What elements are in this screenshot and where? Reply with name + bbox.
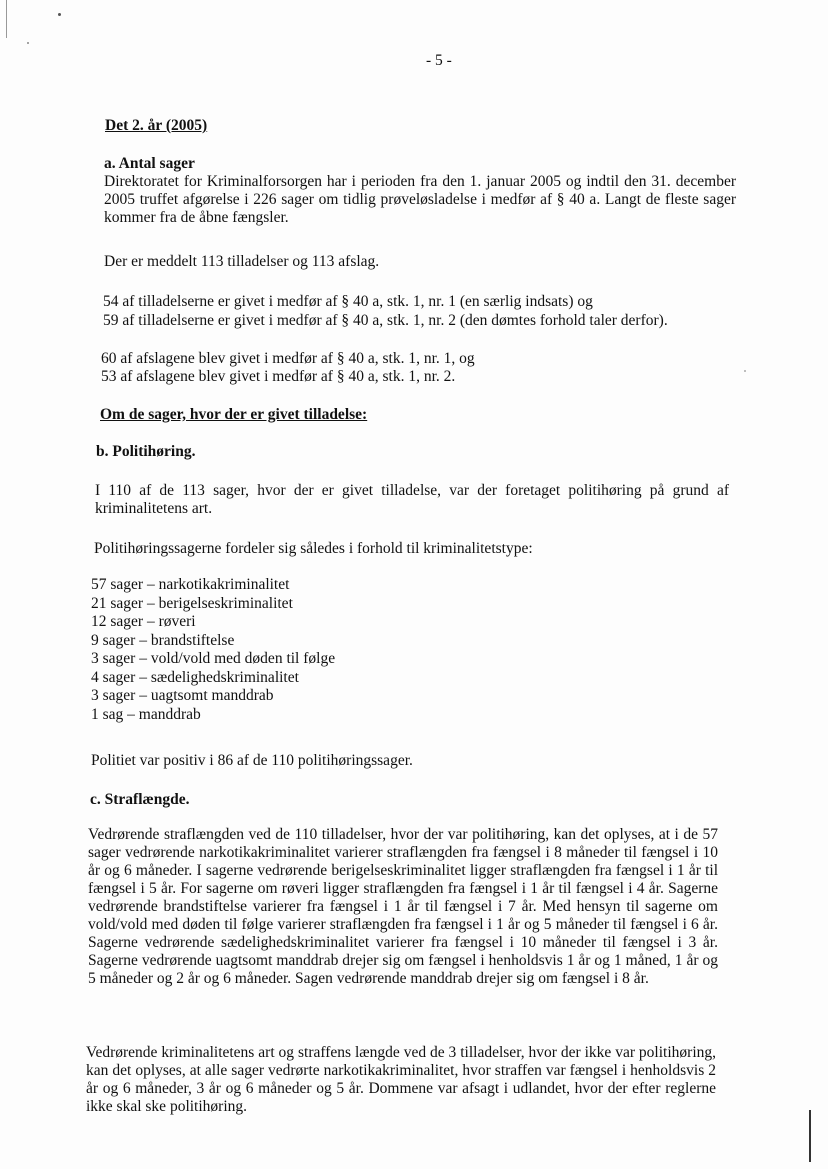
list-item: 21 sager – berigelseskriminalitet [91, 594, 293, 612]
page-number: - 5 - [426, 52, 452, 69]
afslag-line-1: 60 af afslagene blev givet i medfør af § 40 a, stk. 1, nr. 1, og [101, 350, 475, 367]
scan-dot-top [58, 13, 61, 16]
scan-dot-right [744, 370, 746, 372]
list-item: 4 sager – sædelighedskriminalitet [91, 668, 299, 686]
paragraph-straflaengde: Vedrørende straflængden ved de 110 tilladelser, hvor der var politihøring, kan det oplyses, at i de 57 sager vedrørende narkotikakriminalitet varierer straflængden fra fængsel i 8 måneder til fængsel i 10 år og 6 måneder. I sagerne vedrørende berigelseskriminalitet ligger straflængden fra fængsel i 1 år til fængsel i 5 år. For sagerne om røveri ligger straflængden fra fængsel i 1 år til fængsel i 4 år. Sagerne vedrørende brandstiftelse varierer fra fængsel i 1 år til fængsel i 7 år. Med hensyn til sagerne om vold/vold med døden til følge varierer straflængden fra fængsel i 1 år og 5 måneder til fængsel i 6 år. Sagerne vedrørende sædelighedskriminalitet varierer fra fængsel i 10 måneder til fængsel i 3 år. Sagerne vedrørende uagtsomt manddrab drejer sig om fængsel i henholdsvis 1 år og 1 måned, 1 år og 5 måneder og 2 år og 6 måneder. Sagen vedrørende manddrab drejer sig om fængsel i 8 år. [88, 826, 718, 987]
heading-antal-sager: a. Antal sager [104, 155, 195, 172]
tilladelser-line-2: 59 af tilladelserne er givet i medfør af § 40 a, stk. 1, nr. 2 (den dømtes forhold taler derfor). [103, 312, 668, 329]
list-item: 1 sag – manddrab [91, 705, 201, 723]
list-item: 9 sager – brandstiftelse [91, 631, 235, 649]
crime-type-list [91, 576, 335, 724]
heading-politihoering: b. Politihøring. [96, 443, 196, 460]
scan-line-right [809, 1110, 811, 1162]
subsection-title: Om de sager, hvor der er givet tilladelse: [100, 406, 368, 423]
heading-straflaengde: c. Straflængde. [90, 791, 190, 808]
paragraph-politiet-positiv: Politiet var positiv i 86 af de 110 politihøringssager. [91, 752, 413, 769]
paragraph-uden-politihoering: Vedrørende kriminalitetens art og straffens længde ved de 3 tilladelser, hvor der ikke var politihøring, kan det oplyses, at alle sager vedrørte narkotikakriminalitet, hvor straffen var fængsel i henholdsvis 2 år og 6 måneder, 3 år og 6 måneder og 5 år. Dommene var afsagt i udlandet, hvor der efter reglerne ikke skal ske politihøring. [86, 1044, 716, 1115]
list-item: 57 sager – narkotikakriminalitet [91, 576, 290, 593]
paragraph-politihoering: I 110 af de 113 sager, hvor der er givet tilladelse, var der foretaget politihøring på grund af kriminalitetens art. [95, 482, 729, 517]
paragraph-tilladelser-afslag: Der er meddelt 113 tilladelser og 113 afslag. [104, 253, 380, 270]
tilladelser-line-1: 54 af tilladelserne er givet i medfør af § 40 a, stk. 1, nr. 1 (en særlig indsats) og [103, 293, 593, 310]
section-title: Det 2. år (2005) [105, 117, 208, 134]
scan-dot-small [27, 42, 29, 44]
afslag-line-2: 53 af afslagene blev givet i medfør af § 40 a, stk. 1, nr. 2. [101, 368, 456, 385]
list-item: 12 sager – røveri [91, 613, 196, 630]
scan-mark-left [6, 0, 7, 38]
paragraph-fordeling: Politihøringssagerne fordeler sig således i forhold til kriminalitetstype: [94, 540, 533, 557]
list-item: 3 sager – uagtsomt manddrab [91, 687, 274, 704]
paragraph-antal-sager: Direktoratet for Kriminalforsorgen har i perioden fra den 1. januar 2005 og indtil den 31. december 2005 truffet afgørelse i 226 sager om tidlig prøveløsladelse i medfør af § 40 a. Langt de fleste sager kommer fra de åbne fængsler. [104, 173, 736, 226]
list-item: 3 sager – vold/vold med døden til følge [91, 650, 336, 667]
